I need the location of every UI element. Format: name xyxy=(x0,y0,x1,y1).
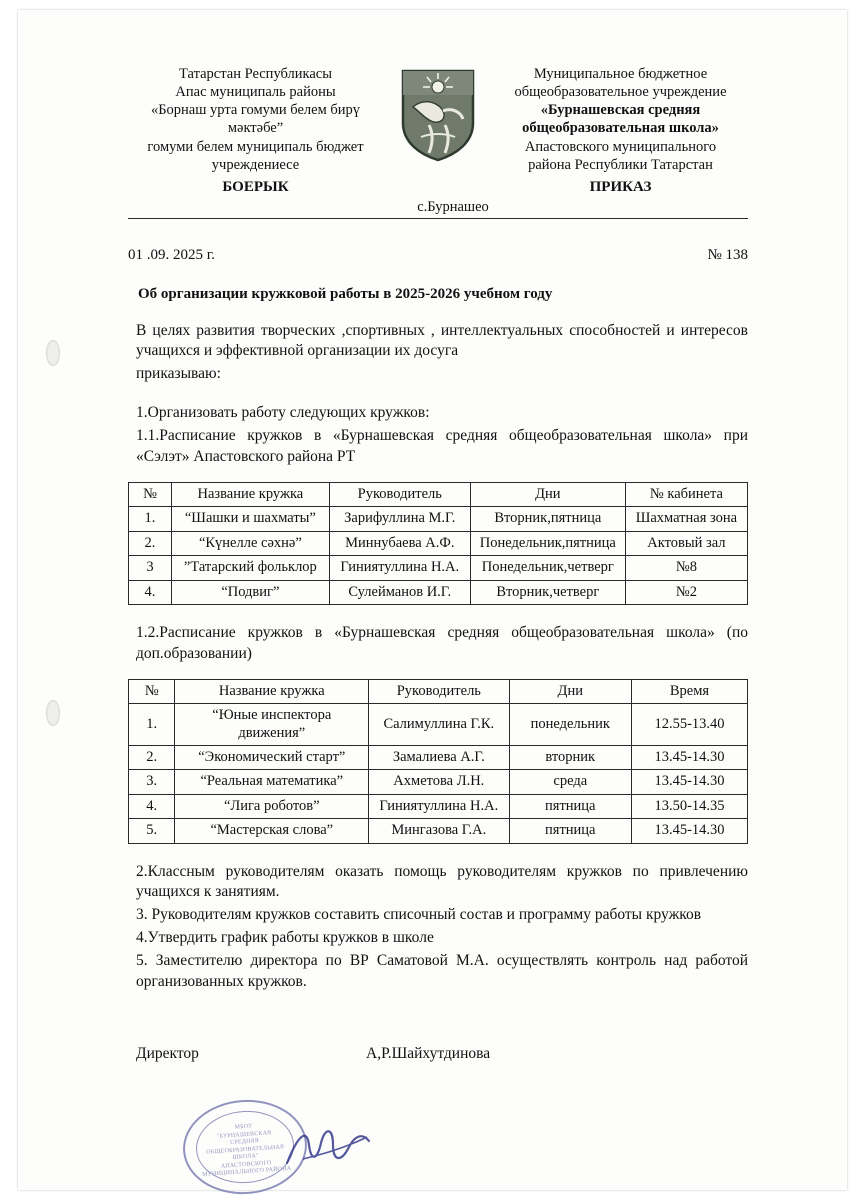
cell-room: Актовый зал xyxy=(625,531,747,555)
cell-days: понедельник xyxy=(509,704,631,746)
document-number: № 138 xyxy=(707,246,748,263)
header-right-line: общеобразовательное учреждение xyxy=(514,84,727,101)
cell-room: №2 xyxy=(625,580,747,604)
cell-time: 13.50-14.35 xyxy=(631,794,747,818)
cell-number: 2. xyxy=(129,531,172,555)
cell-club-name: “Мастерская слова” xyxy=(175,819,369,843)
document-header xyxy=(128,65,748,197)
cell-time: 13.45-14.30 xyxy=(631,770,747,794)
table-row xyxy=(129,819,748,843)
header-left-line: Апас муниципаль районы xyxy=(175,84,336,101)
cell-room: Шахматная зона xyxy=(625,507,747,531)
cell-days: среда xyxy=(509,770,631,794)
page-title: Об организации кружковой работы в 2025-2026 учебном году xyxy=(138,285,553,302)
cell-number: 3. xyxy=(129,770,175,794)
col-leader: Руководитель xyxy=(369,679,509,703)
table-row xyxy=(129,556,748,580)
col-days: Дни xyxy=(509,679,631,703)
header-left-line: Татарстан Республикасы xyxy=(179,66,332,82)
header-left-block xyxy=(128,65,383,197)
cell-days: Понедельник,четверг xyxy=(470,556,625,580)
cell-club-name: “Шашки и шахматы” xyxy=(171,507,329,531)
handwritten-signature xyxy=(283,1115,373,1175)
punch-hole xyxy=(46,340,60,366)
village-name: с.Бурнашео xyxy=(417,198,489,215)
cell-leader: Миннубаева А.Ф. xyxy=(329,531,470,555)
table-row xyxy=(129,704,748,746)
col-number: № xyxy=(129,483,172,507)
signature-label: Директор xyxy=(136,1045,199,1063)
cell-number: 5. xyxy=(129,819,175,843)
header-right-block xyxy=(493,65,748,197)
cell-club-name: “Экономический старт” xyxy=(175,746,369,770)
table-row xyxy=(129,507,748,531)
clause-2: 2.Классным руководителям оказать помощь руководителям кружков по привлечению учащихся к занятиям. xyxy=(136,862,748,901)
clause-4: 4.Утвердить график работы кружков в школе xyxy=(136,929,434,947)
cell-number: 2. xyxy=(129,746,175,770)
cell-leader: Сулейманов И.Г. xyxy=(329,580,470,604)
clause-5: 5. Заместителю директора по ВР Саматовой М.А. осуществлять контроль над работой организованных кружков. xyxy=(136,952,748,991)
cell-days: Понедельник,пятница xyxy=(470,531,625,555)
col-club-name: Название кружка xyxy=(175,679,369,703)
cell-number: 1. xyxy=(129,507,172,531)
clause-1-2: 1.2.Расписание кружков в «Бурнашевская средняя общеобразовательная школа» (по доп.образовании) xyxy=(136,623,748,662)
document-body xyxy=(128,65,748,1063)
table-row xyxy=(129,746,748,770)
cell-number: 4. xyxy=(129,580,172,604)
clubs-table-additional-education xyxy=(128,679,748,844)
table-header-row xyxy=(129,483,748,507)
cell-days: вторник xyxy=(509,746,631,770)
cell-number: 1. xyxy=(129,704,175,746)
cell-club-name: ”Татарский фольклор xyxy=(171,556,329,580)
cell-leader: Салимуллина Г.К. xyxy=(369,704,509,746)
col-leader: Руководитель xyxy=(329,483,470,507)
punch-hole xyxy=(46,700,60,726)
cell-days: пятница xyxy=(509,794,631,818)
col-days: Дни xyxy=(470,483,625,507)
cell-club-name: “Реальная математика” xyxy=(175,770,369,794)
cell-number: 3 xyxy=(129,556,172,580)
col-number: № xyxy=(129,679,175,703)
cell-time: 13.45-14.30 xyxy=(631,746,747,770)
cell-days: Вторник,пятница xyxy=(470,507,625,531)
header-right-line: общеобразовательная школа» xyxy=(522,120,719,137)
header-left-line: гомуми белем муниципаль бюджет xyxy=(147,138,364,155)
table-row xyxy=(129,770,748,794)
document-date: 01 .09. 2025 г. xyxy=(128,246,215,263)
col-club-name: Название кружка xyxy=(171,483,329,507)
order-keyword: приказываю: xyxy=(136,365,221,383)
cell-time: 13.45-14.30 xyxy=(631,819,747,843)
cell-leader: Зарифуллина М.Г. xyxy=(329,507,470,531)
header-left-line: мәктәбе” xyxy=(227,120,284,137)
cell-time: 12.55-13.40 xyxy=(631,704,747,746)
cell-room: №8 xyxy=(625,556,747,580)
order-word-russian: ПРИКАЗ xyxy=(589,178,652,195)
clause-1-1: 1.1.Расписание кружков в «Бурнашевская средняя общеобразовательная школа» при «Сэлэт» Апастовского района РТ xyxy=(136,427,748,466)
signature-row xyxy=(128,1045,748,1063)
order-word-tatar: БОЕРЫК xyxy=(222,178,289,195)
cell-days: пятница xyxy=(509,819,631,843)
header-left-line: «Борнаш урта гомуми белем бирү xyxy=(150,102,361,119)
cell-club-name: “Юные инспектора движения” xyxy=(175,704,369,746)
header-right-line: района Республики Татарстан xyxy=(528,156,713,173)
cell-club-name: “Күнелле сәхнә” xyxy=(171,531,329,555)
paper-sheet xyxy=(18,10,847,1190)
table-header-row xyxy=(129,679,748,703)
cell-leader: Ахметова Л.Н. xyxy=(369,770,509,794)
table-row xyxy=(129,531,748,555)
cell-club-name: “Подвиг” xyxy=(171,580,329,604)
cell-leader: Гиниятуллина Н.А. xyxy=(369,794,509,818)
col-time: Время xyxy=(631,679,747,703)
header-right-line: Апастовского муниципального xyxy=(524,138,717,155)
header-divider xyxy=(128,218,748,219)
intro-paragraph: В целях развития творческих ,спортивных , интеллектуальных способностей и интересов учащихся и эффективной организации их досуга xyxy=(136,321,748,360)
cell-club-name: “Лига роботов” xyxy=(175,794,369,818)
cell-leader: Мингазова Г.А. xyxy=(369,819,509,843)
header-right-line: «Бурнашевская средняя xyxy=(540,102,701,119)
cell-leader: Гиниятуллина Н.А. xyxy=(329,556,470,580)
clause-1: 1.Организовать работу следующих кружков: xyxy=(136,404,430,422)
cell-leader: Замалиева А.Г. xyxy=(369,746,509,770)
cell-days: Вторник,четверг xyxy=(470,580,625,604)
stamp-text: МБОУ "БУРНАШЕВСКАЯ СРЕДНЯЯ ОБЩЕОБРАЗОВАТЕЛЬНАЯ ШКОЛА" АПАСТОВСКОГО МУНИЦИПАЛЬНОГО РАЙОНА xyxy=(201,1123,292,1179)
clause-3: 3. Руководителям кружков составить списочный состав и программу работы кружков xyxy=(136,906,702,924)
header-left-line: учреждениесе xyxy=(211,156,300,173)
coat-of-arms-icon xyxy=(396,65,480,163)
cell-number: 4. xyxy=(129,794,175,818)
table-row xyxy=(129,794,748,818)
date-number-row xyxy=(128,247,748,264)
signature-name: А,Р.Шайхутдинова xyxy=(366,1045,491,1063)
table-row xyxy=(129,580,748,604)
header-right-line: Муниципальное бюджетное xyxy=(533,66,708,82)
clubs-table-selet xyxy=(128,482,748,605)
col-room: № кабинета xyxy=(625,483,747,507)
